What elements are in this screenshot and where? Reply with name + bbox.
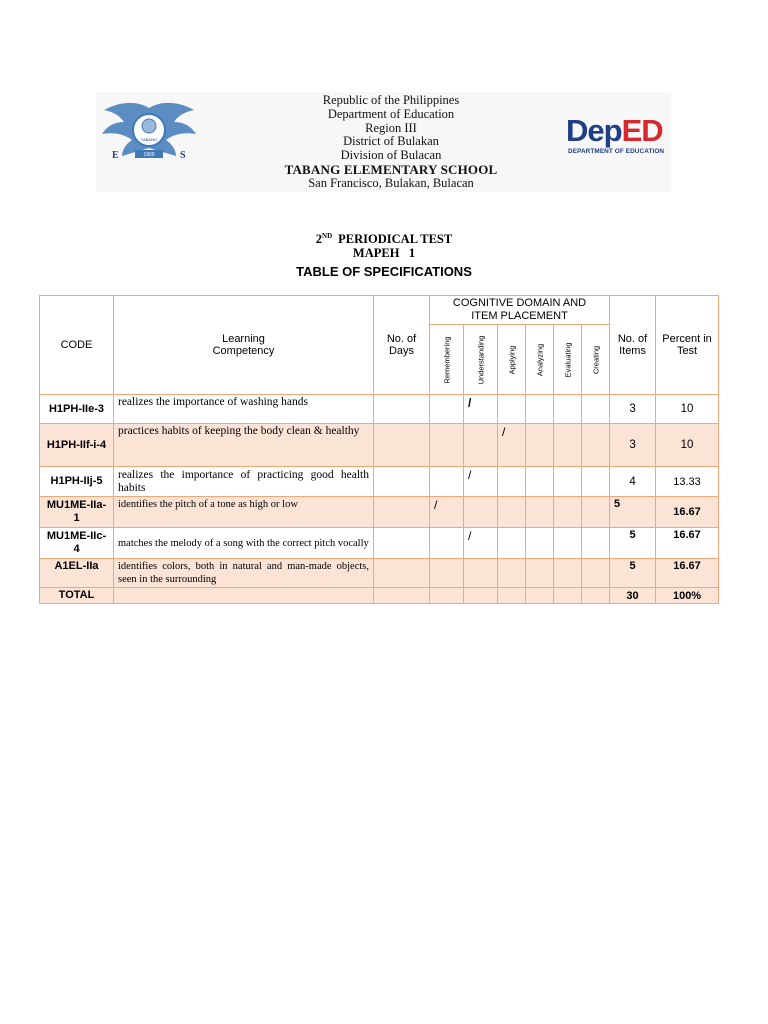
specifications-table	[39, 295, 719, 604]
row-mark-understanding: /	[464, 395, 498, 424]
deped-logo	[566, 114, 666, 164]
header-competency-line1: Learning	[222, 333, 265, 345]
row-days	[374, 395, 430, 424]
row-percent: 16.67	[656, 528, 719, 559]
row-mark-understanding	[464, 559, 498, 588]
header-items: No. of Items	[610, 296, 656, 395]
table-row	[40, 528, 719, 559]
document-heading: TABLE OF SPECIFICATIONS	[296, 264, 472, 279]
row-percent: 16.67	[656, 559, 719, 588]
total-analyzing	[526, 588, 554, 604]
school-name: TABANG ELEMENTARY SCHOOL	[284, 161, 498, 177]
row-mark-remembering	[430, 467, 464, 497]
row-mark-remembering	[430, 559, 464, 588]
header-cognitive-domain	[430, 296, 610, 325]
header-line-republic: Republic of the Philippines	[322, 93, 460, 107]
row-code: A1EL-IIa	[40, 559, 114, 588]
row-mark-remembering	[430, 395, 464, 424]
row-days	[374, 497, 430, 528]
row-mark-remembering: /	[430, 497, 464, 528]
header-line-division: Division of Bulacan	[340, 148, 442, 163]
row-mark-understanding: /	[464, 528, 498, 559]
row-mark-applying	[498, 497, 526, 528]
total-understanding	[464, 588, 498, 604]
header-understanding: Understanding	[464, 325, 498, 395]
row-mark-creating	[582, 424, 610, 467]
ordinal-number: 2	[315, 232, 323, 247]
test-title	[0, 232, 768, 247]
header-competency-line2: Competency	[212, 345, 275, 357]
total-row	[40, 588, 719, 604]
header-days: No. of Days	[374, 296, 430, 395]
row-days	[374, 528, 430, 559]
header-applying: Applying	[498, 325, 526, 395]
header-competency	[114, 296, 374, 395]
test-name: PERIODICAL TEST	[338, 232, 453, 247]
row-items: 3	[610, 424, 656, 467]
row-mark-analyzing	[526, 424, 554, 467]
header-line-region: Region III	[365, 120, 417, 135]
letterhead-text	[206, 94, 576, 191]
row-mark-analyzing	[526, 395, 554, 424]
row-mark-creating	[582, 395, 610, 424]
deped-logo-ed: ED	[621, 113, 663, 148]
row-code: H1PH-IIe-3	[40, 395, 114, 424]
header-percent: Percent in Test	[656, 296, 719, 395]
header-cognitive-line1: COGNITIVE DOMAIN AND	[452, 297, 587, 310]
school-address: San Francisco, Bulakan, Bulacan	[308, 175, 474, 190]
table-row	[40, 395, 719, 424]
subject-title: MAPEH 1	[352, 246, 416, 260]
seal-letter-e: E	[112, 150, 119, 161]
row-mark-remembering	[430, 424, 464, 467]
header-remembering: Remembering	[430, 325, 464, 395]
row-mark-analyzing	[526, 467, 554, 497]
header-line-department: Department of Education	[327, 106, 455, 121]
row-mark-evaluating	[554, 467, 582, 497]
row-mark-creating	[582, 467, 610, 497]
row-mark-creating	[582, 528, 610, 559]
row-mark-applying	[498, 559, 526, 588]
total-remembering	[430, 588, 464, 604]
row-mark-understanding	[464, 497, 498, 528]
total-evaluating	[554, 588, 582, 604]
row-competency: matches the melody of a song with the correct pitch vocally	[114, 528, 374, 559]
total-items: 30	[610, 588, 656, 604]
total-days	[374, 588, 430, 604]
row-items: 3	[610, 395, 656, 424]
row-competency: identifies colors, both in natural and man-made objects, seen in the surrounding	[114, 559, 374, 588]
header-line-district: District of Bulakan	[343, 134, 439, 149]
seal-letter-s: S	[180, 150, 186, 161]
row-percent: 10	[656, 424, 719, 467]
row-mark-understanding	[464, 424, 498, 467]
row-mark-applying	[498, 467, 526, 497]
header-creating: Creating	[582, 325, 610, 395]
row-competency: realizes the importance of practicing good health habits	[114, 467, 374, 497]
row-mark-creating	[582, 497, 610, 528]
row-competency: realizes the importance of washing hands	[114, 395, 374, 424]
row-mark-evaluating	[554, 559, 582, 588]
row-items: 5	[610, 497, 656, 528]
row-mark-evaluating	[554, 424, 582, 467]
table-row	[40, 497, 719, 528]
table-row	[40, 424, 719, 467]
row-mark-evaluating	[554, 497, 582, 528]
header-evaluating: Evaluating	[554, 325, 582, 395]
row-competency: practices habits of keeping the body clean & healthy	[114, 424, 374, 467]
header-code: CODE	[40, 296, 114, 395]
row-competency: identifies the pitch of a tone as high or low	[114, 497, 374, 528]
row-mark-understanding: /	[464, 467, 498, 497]
deped-logo-dep: Dep	[566, 113, 622, 148]
row-code: H1PH-IIf-i-4	[40, 424, 114, 467]
total-creating	[582, 588, 610, 604]
row-percent: 16.67	[656, 497, 719, 528]
row-mark-evaluating	[554, 528, 582, 559]
row-percent: 10	[656, 395, 719, 424]
row-items: 4	[610, 467, 656, 497]
row-days	[374, 559, 430, 588]
row-mark-analyzing	[526, 497, 554, 528]
total-applying	[498, 588, 526, 604]
row-items: 5	[610, 559, 656, 588]
row-items: 5	[610, 528, 656, 559]
header-cognitive-line2: ITEM PLACEMENT	[471, 310, 568, 323]
row-mark-analyzing	[526, 559, 554, 588]
table-header-row	[40, 296, 719, 325]
row-code: MU1ME-IIc-4	[40, 528, 114, 559]
row-code: H1PH-IIj-5	[40, 467, 114, 497]
total-percent: 100%	[656, 588, 719, 604]
row-mark-evaluating	[554, 395, 582, 424]
ordinal-suffix: ND	[322, 232, 333, 240]
deped-logo-subtitle: DEPARTMENT OF EDUCATION	[568, 148, 665, 155]
row-mark-applying: /	[498, 424, 526, 467]
row-mark-applying	[498, 528, 526, 559]
row-mark-remembering	[430, 528, 464, 559]
total-competency	[114, 588, 374, 604]
seal-year: 1909	[143, 152, 155, 158]
row-mark-applying	[498, 395, 526, 424]
school-seal-logo	[98, 98, 200, 162]
row-mark-analyzing	[526, 528, 554, 559]
total-label: TOTAL	[40, 588, 114, 604]
table-row	[40, 467, 719, 497]
row-days	[374, 424, 430, 467]
row-percent: 13.33	[656, 467, 719, 497]
header-analyzing: Analyzing	[526, 325, 554, 395]
seal-text: TABANG	[140, 137, 158, 142]
letterhead	[96, 92, 671, 192]
row-code: MU1ME-IIa-1	[40, 497, 114, 528]
row-days	[374, 467, 430, 497]
row-mark-creating	[582, 559, 610, 588]
table-row	[40, 559, 719, 588]
